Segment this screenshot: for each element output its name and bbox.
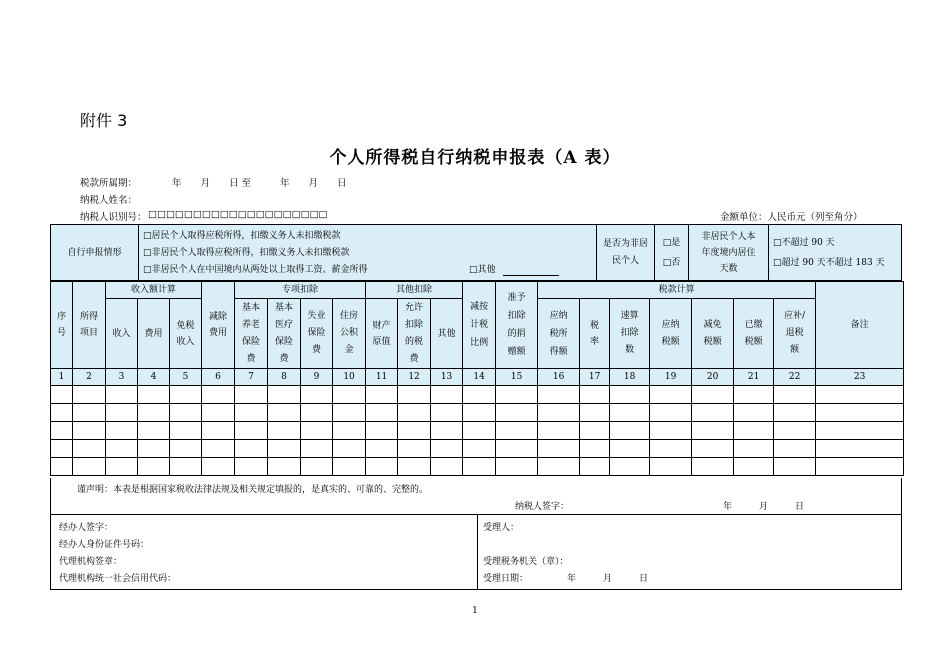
table-cell[interactable] <box>106 404 138 422</box>
table-cell[interactable] <box>692 440 734 458</box>
table-cell[interactable] <box>496 458 538 476</box>
col-number: 3 <box>106 369 138 386</box>
table-cell[interactable] <box>235 422 268 440</box>
table-cell[interactable] <box>366 404 398 422</box>
table-cell[interactable] <box>268 458 301 476</box>
table-cell[interactable] <box>398 440 431 458</box>
days-option-1[interactable]: □不超过 90 天 <box>773 237 835 248</box>
table-cell[interactable] <box>610 422 650 440</box>
page-title: 个人所得税自行纳税申报表（A 表） <box>329 148 621 168</box>
table-cell[interactable] <box>301 440 333 458</box>
col-number: 18 <box>610 369 650 386</box>
table-cell[interactable] <box>333 458 366 476</box>
agent-signature-label[interactable]: 经办人签字： <box>59 523 114 533</box>
table-cell[interactable] <box>333 440 366 458</box>
table-cell[interactable] <box>51 440 73 458</box>
filing-option-3[interactable]: □非居民个人在中国境内从两处以上取得工资、薪金所得 <box>143 264 368 275</box>
table-cell[interactable] <box>496 386 538 404</box>
table-cell[interactable] <box>301 386 333 404</box>
table-row <box>51 440 904 458</box>
agency-credit-code-label[interactable]: 代理机构统一社会信用代码： <box>59 574 177 584</box>
col-exempt-income: 免税收入 <box>170 299 202 369</box>
table-cell[interactable] <box>734 458 774 476</box>
table-cell[interactable] <box>650 458 692 476</box>
taxpayer-id-label: 纳税人识别号： <box>80 212 147 223</box>
col-number: 21 <box>734 369 774 386</box>
table-cell[interactable] <box>366 386 398 404</box>
table-cell[interactable] <box>538 386 580 404</box>
col-tax-payable: 应纳税额 <box>650 299 692 369</box>
col-number: 12 <box>398 369 431 386</box>
taxpayer-id-boxes[interactable]: □□□□□□□□□□□□□□□□□□□□ <box>148 209 328 220</box>
column-number-row <box>51 369 904 386</box>
col-tax-paid: 已缴税额 <box>734 299 774 369</box>
col-number: 4 <box>138 369 170 386</box>
table-cell[interactable] <box>170 386 202 404</box>
col-number: 13 <box>431 369 463 386</box>
currency-unit: 金额单位：人民币元（列至角分） <box>720 212 863 223</box>
table-cell[interactable] <box>580 458 610 476</box>
table-cell[interactable] <box>580 386 610 404</box>
table-cell[interactable] <box>580 440 610 458</box>
col-number: 16 <box>538 369 580 386</box>
table-cell[interactable] <box>170 440 202 458</box>
table-cell[interactable] <box>202 458 235 476</box>
col-donation: 准予扣除的捐赠额 <box>496 282 538 369</box>
group-special-deduction: 专项扣除 <box>235 282 366 299</box>
table-cell[interactable] <box>202 404 235 422</box>
nonresident-yes-checkbox[interactable]: □是 <box>662 237 681 248</box>
table-cell[interactable] <box>463 422 496 440</box>
table-cell[interactable] <box>774 404 816 422</box>
table-cell[interactable] <box>170 422 202 440</box>
nonresident-question: 是否为非居民个人 <box>597 225 655 281</box>
col-number: 20 <box>692 369 734 386</box>
col-pension: 基本养老保险费 <box>235 299 268 369</box>
table-cell[interactable] <box>51 386 73 404</box>
table-cell[interactable] <box>235 458 268 476</box>
table-cell[interactable] <box>496 404 538 422</box>
nonresident-no-checkbox[interactable]: □否 <box>662 257 681 268</box>
col-number: 5 <box>170 369 202 386</box>
declaration-box <box>50 478 902 515</box>
table-cell[interactable] <box>734 422 774 440</box>
table-cell[interactable] <box>463 386 496 404</box>
filing-option-1[interactable]: □居民个人取得应税所得，扣缴义务人未扣缴税款 <box>143 230 341 241</box>
table-cell[interactable] <box>610 458 650 476</box>
table-cell[interactable] <box>431 440 463 458</box>
table-cell[interactable] <box>202 386 235 404</box>
col-tax-ratio: 减按计税比例 <box>463 282 496 369</box>
col-remark: 备注 <box>816 282 904 369</box>
table-cell[interactable] <box>774 458 816 476</box>
agency-seal-label[interactable]: 代理机构签章： <box>59 557 123 567</box>
group-income-calc: 收入额计算 <box>106 282 202 299</box>
col-number: 9 <box>301 369 333 386</box>
table-cell[interactable] <box>610 404 650 422</box>
table-cell[interactable] <box>73 440 106 458</box>
table-cell[interactable] <box>138 404 170 422</box>
table-cell[interactable] <box>692 404 734 422</box>
col-number: 15 <box>496 369 538 386</box>
col-number: 11 <box>366 369 398 386</box>
col-number: 7 <box>235 369 268 386</box>
table-cell[interactable] <box>431 422 463 440</box>
col-tax-relief: 减免税额 <box>692 299 734 369</box>
table-cell[interactable] <box>202 440 235 458</box>
declaration-date[interactable]: 年 月 日 <box>723 502 805 512</box>
group-tax-calc: 税款计算 <box>538 282 816 299</box>
filing-situation-table <box>50 224 902 281</box>
col-tax-rate: 税率 <box>580 299 610 369</box>
table-cell[interactable] <box>496 440 538 458</box>
table-cell[interactable] <box>431 458 463 476</box>
table-cell[interactable] <box>333 386 366 404</box>
table-cell[interactable] <box>816 458 904 476</box>
annex-label: 附件 3 <box>80 111 128 130</box>
table-cell[interactable] <box>235 386 268 404</box>
col-tax-refund: 应补/退税额 <box>774 299 816 369</box>
table-row <box>51 386 904 404</box>
filing-situation-label: 自行申报情形 <box>51 225 139 281</box>
table-cell[interactable] <box>398 386 431 404</box>
table-cell[interactable] <box>73 404 106 422</box>
table-cell[interactable] <box>268 386 301 404</box>
col-quick-deduction: 速算扣除数 <box>610 299 650 369</box>
table-cell[interactable] <box>610 440 650 458</box>
table-cell[interactable] <box>366 440 398 458</box>
table-cell[interactable] <box>202 422 235 440</box>
receipt-date-label[interactable]: 受理日期： <box>483 574 529 584</box>
table-cell[interactable] <box>268 404 301 422</box>
table-cell[interactable] <box>73 458 106 476</box>
col-number: 23 <box>816 369 904 386</box>
table-cell[interactable] <box>774 386 816 404</box>
table-cell[interactable] <box>170 404 202 422</box>
col-other: 其他 <box>431 299 463 369</box>
table-cell[interactable] <box>734 440 774 458</box>
table-cell[interactable] <box>692 386 734 404</box>
agent-id-label[interactable]: 经办人身份证件号码： <box>59 540 150 550</box>
col-number: 8 <box>268 369 301 386</box>
col-number: 10 <box>333 369 366 386</box>
table-cell[interactable] <box>106 458 138 476</box>
table-cell[interactable] <box>816 440 904 458</box>
table-cell[interactable] <box>138 458 170 476</box>
col-housing-fund: 住房公积金 <box>333 299 366 369</box>
taxpayer-signature-label[interactable]: 纳税人签字： <box>515 502 570 512</box>
other-blank-line[interactable] <box>503 275 559 276</box>
processing-box <box>50 514 902 590</box>
table-cell[interactable] <box>538 404 580 422</box>
table-cell[interactable] <box>51 422 73 440</box>
table-cell[interactable] <box>106 386 138 404</box>
main-tax-table <box>50 281 904 476</box>
table-cell[interactable] <box>51 404 73 422</box>
page-number: 1 <box>472 606 478 616</box>
col-income: 收入 <box>106 299 138 369</box>
table-cell[interactable] <box>580 422 610 440</box>
table-cell[interactable] <box>650 440 692 458</box>
table-cell[interactable] <box>463 404 496 422</box>
table-cell[interactable] <box>398 422 431 440</box>
col-number: 1 <box>51 369 73 386</box>
table-cell[interactable] <box>496 422 538 440</box>
table-cell[interactable] <box>73 422 106 440</box>
table-cell[interactable] <box>816 386 904 404</box>
table-cell[interactable] <box>774 422 816 440</box>
table-cell[interactable] <box>692 458 734 476</box>
col-allowed-tax: 允许扣除的税费 <box>398 299 431 369</box>
table-cell[interactable] <box>538 440 580 458</box>
table-cell[interactable] <box>734 404 774 422</box>
table-cell[interactable] <box>538 422 580 440</box>
table-cell[interactable] <box>170 458 202 476</box>
table-cell[interactable] <box>398 458 431 476</box>
col-property-value: 财产原值 <box>366 299 398 369</box>
col-deduct-expense: 减除费用 <box>202 282 235 369</box>
taxpayer-name-label[interactable]: 纳税人姓名： <box>80 195 138 206</box>
col-number: 14 <box>463 369 496 386</box>
table-row <box>51 458 904 476</box>
table-cell[interactable] <box>366 458 398 476</box>
table-cell[interactable] <box>431 386 463 404</box>
col-number: 19 <box>650 369 692 386</box>
col-unemployment: 失业保险费 <box>301 299 333 369</box>
table-cell[interactable] <box>650 386 692 404</box>
table-cell[interactable] <box>463 458 496 476</box>
table-cell[interactable] <box>106 422 138 440</box>
table-cell[interactable] <box>138 386 170 404</box>
table-cell[interactable] <box>268 422 301 440</box>
table-row <box>51 404 904 422</box>
col-income-item: 所得项目 <box>73 282 106 369</box>
group-other-deduction: 其他扣除 <box>366 282 463 299</box>
col-number: 22 <box>774 369 816 386</box>
receiving-office-label[interactable]: 受理税务机关（章）： <box>483 557 569 567</box>
table-cell[interactable] <box>333 422 366 440</box>
filing-option-2[interactable]: □非居民个人取得应税所得，扣缴义务人未扣缴税款 <box>143 247 350 258</box>
table-cell[interactable] <box>816 422 904 440</box>
table-cell[interactable] <box>650 422 692 440</box>
table-cell[interactable] <box>398 404 431 422</box>
col-seq: 序号 <box>51 282 73 369</box>
filing-options <box>139 225 597 281</box>
table-cell[interactable] <box>301 404 333 422</box>
col-number: 17 <box>580 369 610 386</box>
col-number: 2 <box>73 369 106 386</box>
tax-period-label: 税款所属期： <box>80 178 138 189</box>
filing-option-other[interactable]: □其他 <box>469 265 496 275</box>
table-cell[interactable] <box>51 458 73 476</box>
table-cell[interactable] <box>816 404 904 422</box>
col-expense: 费用 <box>138 299 170 369</box>
divider <box>477 515 478 589</box>
residence-days-label: 非居民个人本年度境内居住天数 <box>689 225 769 281</box>
table-cell[interactable] <box>431 404 463 422</box>
table-cell[interactable] <box>138 440 170 458</box>
table-cell[interactable] <box>650 404 692 422</box>
receipt-date[interactable]: 年 月 日 <box>567 574 649 584</box>
table-cell[interactable] <box>692 422 734 440</box>
table-cell[interactable] <box>138 422 170 440</box>
table-cell[interactable] <box>610 386 650 404</box>
table-cell[interactable] <box>106 440 138 458</box>
table-cell[interactable] <box>301 458 333 476</box>
col-taxable-income: 应纳税所得额 <box>538 299 580 369</box>
table-cell[interactable] <box>73 386 106 404</box>
table-cell[interactable] <box>235 404 268 422</box>
table-row <box>51 422 904 440</box>
col-number: 6 <box>202 369 235 386</box>
table-cell[interactable] <box>235 440 268 458</box>
col-medical: 基本医疗保险费 <box>268 299 301 369</box>
tax-period-from[interactable]: 年 月 日 至 <box>172 178 252 189</box>
declaration-text: 谨声明：本表是根据国家税收法律法规及相关规定填报的，是真实的、可靠的、完整的。 <box>77 485 429 495</box>
table-cell[interactable] <box>268 440 301 458</box>
table-cell[interactable] <box>333 404 366 422</box>
table-cell[interactable] <box>734 386 774 404</box>
table-cell[interactable] <box>538 458 580 476</box>
tax-period-to[interactable]: 年 月 日 <box>280 178 347 189</box>
table-cell[interactable] <box>301 422 333 440</box>
table-cell[interactable] <box>463 440 496 458</box>
days-option-2[interactable]: □超过 90 天不超过 183 天 <box>773 257 885 268</box>
receiver-label[interactable]: 受理人： <box>483 523 520 533</box>
table-cell[interactable] <box>580 404 610 422</box>
table-cell[interactable] <box>366 422 398 440</box>
table-cell[interactable] <box>774 440 816 458</box>
